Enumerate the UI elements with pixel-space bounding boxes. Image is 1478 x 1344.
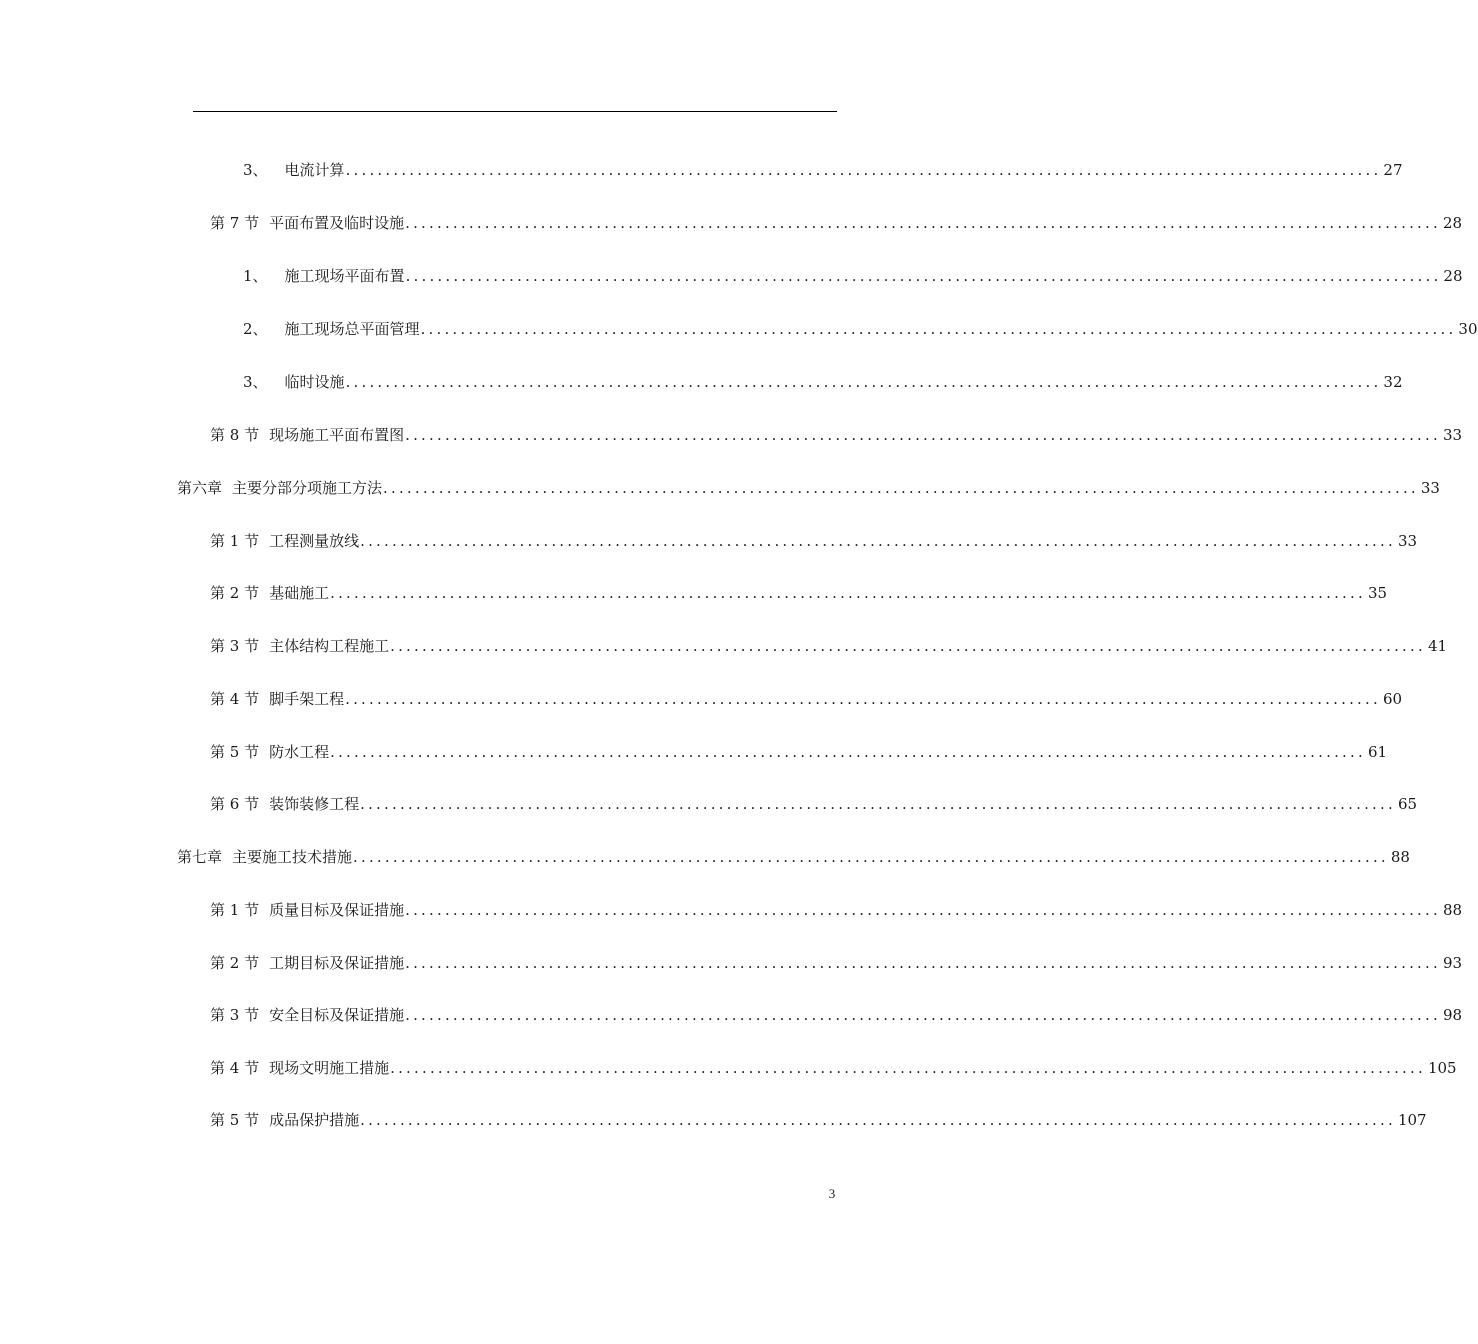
toc-entry-title: 平面布置及临时设施 xyxy=(269,214,405,232)
toc-entry-number: 第 4 节 xyxy=(210,690,260,708)
dot-leader: .................................................................................................................................. xyxy=(405,426,1441,444)
toc-entry-title: 主要施工技术措施 xyxy=(232,848,353,866)
dot-leader: .................................................................................................................................. xyxy=(405,954,1441,972)
dot-leader: .................................................................................................................................. xyxy=(360,795,1396,813)
header-rule xyxy=(193,111,837,112)
toc-entry-page: 88 xyxy=(1390,848,1410,866)
toc-entry-title: 成品保护措施 xyxy=(269,1111,360,1129)
dot-leader: .................................................................................................................................. xyxy=(390,1059,1426,1077)
dot-leader: .................................................................................................................................. xyxy=(360,1111,1396,1129)
toc-entry[interactable] xyxy=(210,634,1448,658)
toc-entry-number: 第 6 节 xyxy=(210,795,260,813)
toc-entry-title: 工期目标及保证措施 xyxy=(269,954,405,972)
toc-entry[interactable] xyxy=(243,370,1403,394)
toc-entry[interactable] xyxy=(210,792,1418,816)
toc-entry-number: 第 3 节 xyxy=(210,1006,260,1024)
toc-entry-page: 98 xyxy=(1442,1006,1463,1024)
toc-entry[interactable] xyxy=(243,158,1403,182)
dot-leader: .................................................................................................................................. xyxy=(405,1006,1441,1024)
dot-leader: .................................................................................................................................. xyxy=(330,584,1366,602)
footer-page-number: 3 xyxy=(828,1186,836,1201)
dot-leader: .................................................................................................................................. xyxy=(405,214,1441,232)
toc-entry-title: 基础施工 xyxy=(269,584,330,602)
toc-entry-page: 33 xyxy=(1442,426,1463,444)
toc-entry-number: 第 3 节 xyxy=(210,637,260,655)
toc-entry-page: 60 xyxy=(1382,690,1403,708)
toc-entry-number: 第 1 节 xyxy=(210,532,260,550)
toc-entry-page: 28 xyxy=(1443,267,1463,285)
toc-entry-title: 防水工程 xyxy=(269,743,330,761)
toc-entry-title: 施工现场平面布置 xyxy=(284,267,405,285)
toc-entry[interactable] xyxy=(243,317,1478,341)
toc-entry-page: 88 xyxy=(1442,901,1463,919)
toc-entry-number: 第 1 节 xyxy=(210,901,260,919)
toc-entry-number: 第 4 节 xyxy=(210,1059,260,1077)
toc-entry-number: 第 7 节 xyxy=(210,214,260,232)
dot-leader: .................................................................................................................................. xyxy=(353,848,1389,866)
toc-entry-number: 第 8 节 xyxy=(210,426,260,444)
toc-entry-title: 主要分部分项施工方法 xyxy=(232,479,383,497)
toc-entry-title: 施工现场总平面管理 xyxy=(284,320,420,338)
toc-entry[interactable] xyxy=(210,1056,1457,1080)
dot-leader: .................................................................................................................................. xyxy=(390,637,1426,655)
toc-entry-title: 现场文明施工措施 xyxy=(269,1059,390,1077)
toc-entry[interactable] xyxy=(210,529,1418,553)
toc-entry[interactable] xyxy=(210,1003,1463,1027)
toc-entry-title: 主体结构工程施工 xyxy=(269,637,390,655)
toc-entry-title: 电流计算 xyxy=(284,161,345,179)
toc-entry-title: 安全目标及保证措施 xyxy=(269,1006,405,1024)
toc-entry-page: 32 xyxy=(1383,373,1403,391)
dot-leader: .................................................................................................................................. xyxy=(420,320,1457,338)
toc-entry-page: 41 xyxy=(1427,637,1448,655)
toc-entry-page: 30 xyxy=(1458,320,1478,338)
toc-entry[interactable] xyxy=(210,898,1463,922)
toc-entry-page: 33 xyxy=(1420,479,1440,497)
toc-entry-number: 第 5 节 xyxy=(210,743,260,761)
dot-leader: .................................................................................................................................. xyxy=(383,479,1419,497)
dot-leader: .................................................................................................................................. xyxy=(345,161,1382,179)
toc-entry-title: 临时设施 xyxy=(284,373,345,391)
dot-leader: .................................................................................................................................. xyxy=(405,267,1442,285)
toc-entry-title: 装饰装修工程 xyxy=(269,795,360,813)
toc-entry[interactable] xyxy=(210,687,1403,711)
toc-entry[interactable] xyxy=(177,476,1440,500)
toc-entry-number: 第七章 xyxy=(177,848,223,866)
toc-entry-title: 现场施工平面布置图 xyxy=(269,426,405,444)
toc-entry-page: 35 xyxy=(1367,584,1388,602)
toc-entry-number: 第 2 节 xyxy=(210,584,260,602)
toc-entry[interactable] xyxy=(210,581,1388,605)
toc-entry-number: 第 2 节 xyxy=(210,954,260,972)
toc-entry-page: 27 xyxy=(1383,161,1403,179)
toc-entry-page: 65 xyxy=(1397,795,1418,813)
toc-entry[interactable] xyxy=(210,740,1388,764)
toc-entry-title: 脚手架工程 xyxy=(269,690,345,708)
toc-entry-title: 质量目标及保证措施 xyxy=(269,901,405,919)
toc-entry-page: 28 xyxy=(1442,214,1463,232)
toc-entry-page: 33 xyxy=(1397,532,1418,550)
toc-entry[interactable] xyxy=(177,845,1410,869)
toc-entry-number: 第六章 xyxy=(177,479,223,497)
dot-leader: .................................................................................................................................. xyxy=(330,743,1366,761)
toc-entry[interactable] xyxy=(210,211,1463,235)
toc-entry-number: 第 5 节 xyxy=(210,1111,260,1129)
toc-entry[interactable] xyxy=(210,1108,1427,1132)
dot-leader: .................................................................................................................................. xyxy=(345,373,1382,391)
toc-entry[interactable] xyxy=(210,423,1463,447)
toc-entry-page: 105 xyxy=(1427,1059,1457,1077)
toc-entry-page: 61 xyxy=(1367,743,1388,761)
toc-entry-number: 2、 xyxy=(243,320,268,338)
toc-entry-page: 93 xyxy=(1442,954,1463,972)
toc-entry-title: 工程测量放线 xyxy=(269,532,360,550)
toc-entry-number: 3、 xyxy=(243,161,268,179)
dot-leader: .................................................................................................................................. xyxy=(345,690,1381,708)
toc-entry[interactable] xyxy=(210,951,1463,975)
toc-entry-number: 1、 xyxy=(243,267,268,285)
dot-leader: .................................................................................................................................. xyxy=(360,532,1396,550)
toc-entry[interactable] xyxy=(243,264,1463,288)
toc-entry-page: 107 xyxy=(1397,1111,1427,1129)
dot-leader: .................................................................................................................................. xyxy=(405,901,1441,919)
toc-entry-number: 3、 xyxy=(243,373,268,391)
